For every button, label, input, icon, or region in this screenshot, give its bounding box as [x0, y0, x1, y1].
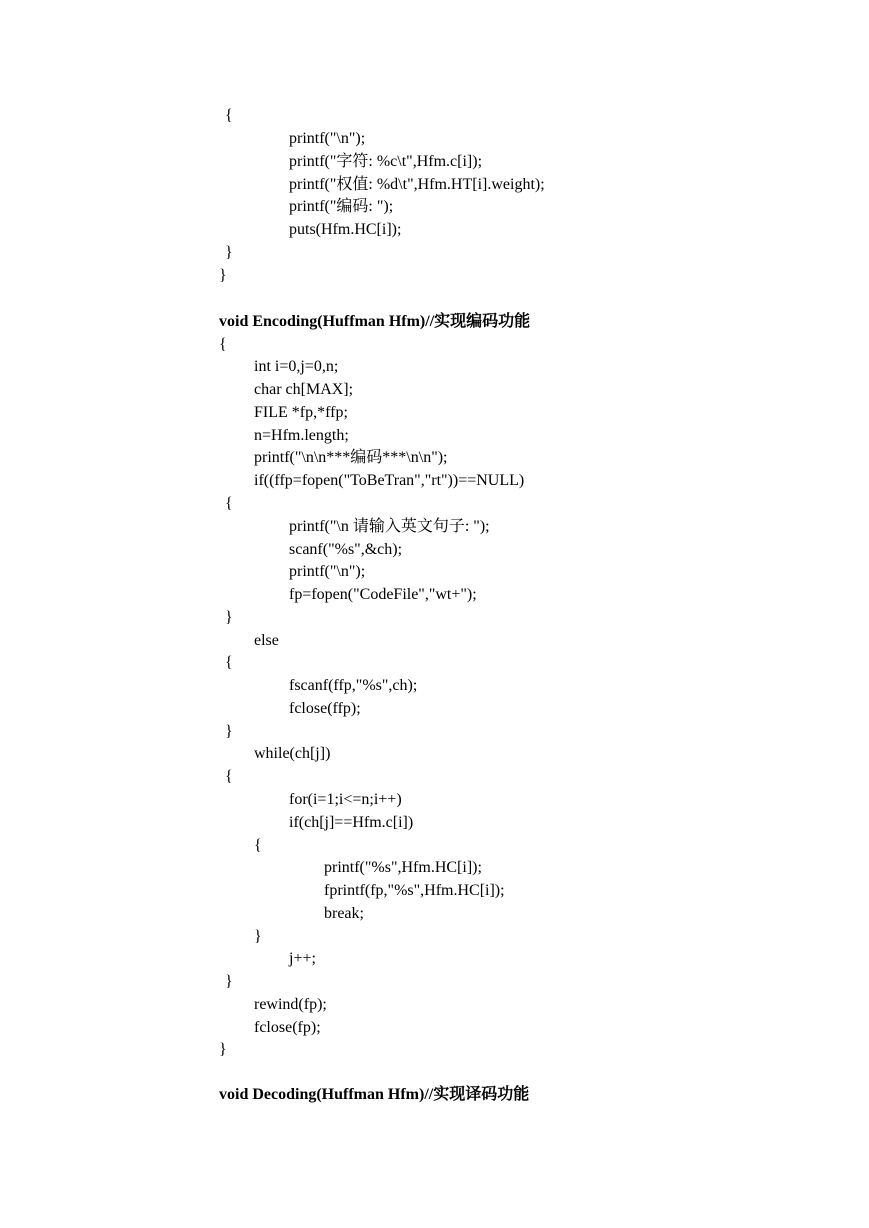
- code-line: {: [254, 837, 262, 854]
- code-line: }: [225, 244, 233, 261]
- code-line: }: [225, 973, 233, 990]
- code-line: }: [254, 928, 262, 945]
- code-line: {: [225, 107, 233, 124]
- code-line: int i=0,j=0,n;: [254, 358, 339, 375]
- code-line: }: [225, 723, 233, 740]
- code-line: printf("字符: %c\t",Hfm.c[i]);: [289, 153, 483, 170]
- code-line: {: [225, 495, 233, 512]
- code-line: scanf("%s",&ch);: [289, 541, 403, 558]
- code-line: printf("\n");: [289, 130, 366, 147]
- code-line: }: [225, 609, 233, 626]
- code-line: {: [225, 768, 233, 785]
- code-line: char ch[MAX];: [254, 381, 354, 398]
- code-line: fprintf(fp,"%s",Hfm.HC[i]);: [324, 882, 505, 899]
- code-line: printf("%s",Hfm.HC[i]);: [324, 859, 482, 876]
- code-line: }: [219, 1041, 227, 1058]
- code-line: break;: [324, 905, 364, 922]
- code-line: fscanf(ffp,"%s",ch);: [289, 677, 418, 694]
- function-heading: void Encoding(Huffman Hfm)//实现编码功能: [219, 313, 531, 330]
- code-line: rewind(fp);: [254, 996, 327, 1013]
- code-line: for(i=1;i<=n;i++): [289, 791, 402, 808]
- code-line: printf("编码: ");: [289, 198, 394, 215]
- code-line: {: [219, 336, 227, 353]
- code-line: printf("\n\n***编码***\n\n");: [254, 449, 448, 466]
- code-line: j++;: [289, 950, 316, 967]
- code-line: puts(Hfm.HC[i]);: [289, 221, 402, 238]
- code-line: FILE *fp,*ffp;: [254, 404, 348, 421]
- code-line: fclose(ffp);: [289, 700, 361, 717]
- code-line: {: [225, 654, 233, 671]
- code-line: printf("\n");: [289, 563, 366, 580]
- code-line: fclose(fp);: [254, 1019, 321, 1036]
- code-line: }: [219, 267, 227, 284]
- code-line: if((ffp=fopen("ToBeTran","rt"))==NULL): [254, 472, 525, 489]
- function-heading: void Decoding(Huffman Hfm)//实现译码功能: [219, 1086, 530, 1103]
- code-line: else: [254, 632, 279, 649]
- code-line: if(ch[j]==Hfm.c[i]): [289, 814, 414, 831]
- code-line: while(ch[j]): [254, 745, 331, 762]
- code-line: printf("权值: %d\t",Hfm.HT[i].weight);: [289, 176, 545, 193]
- code-line: n=Hfm.length;: [254, 427, 349, 444]
- code-line: fp=fopen("CodeFile","wt+");: [289, 586, 477, 603]
- code-line: printf("\n 请输入英文句子: ");: [289, 518, 490, 535]
